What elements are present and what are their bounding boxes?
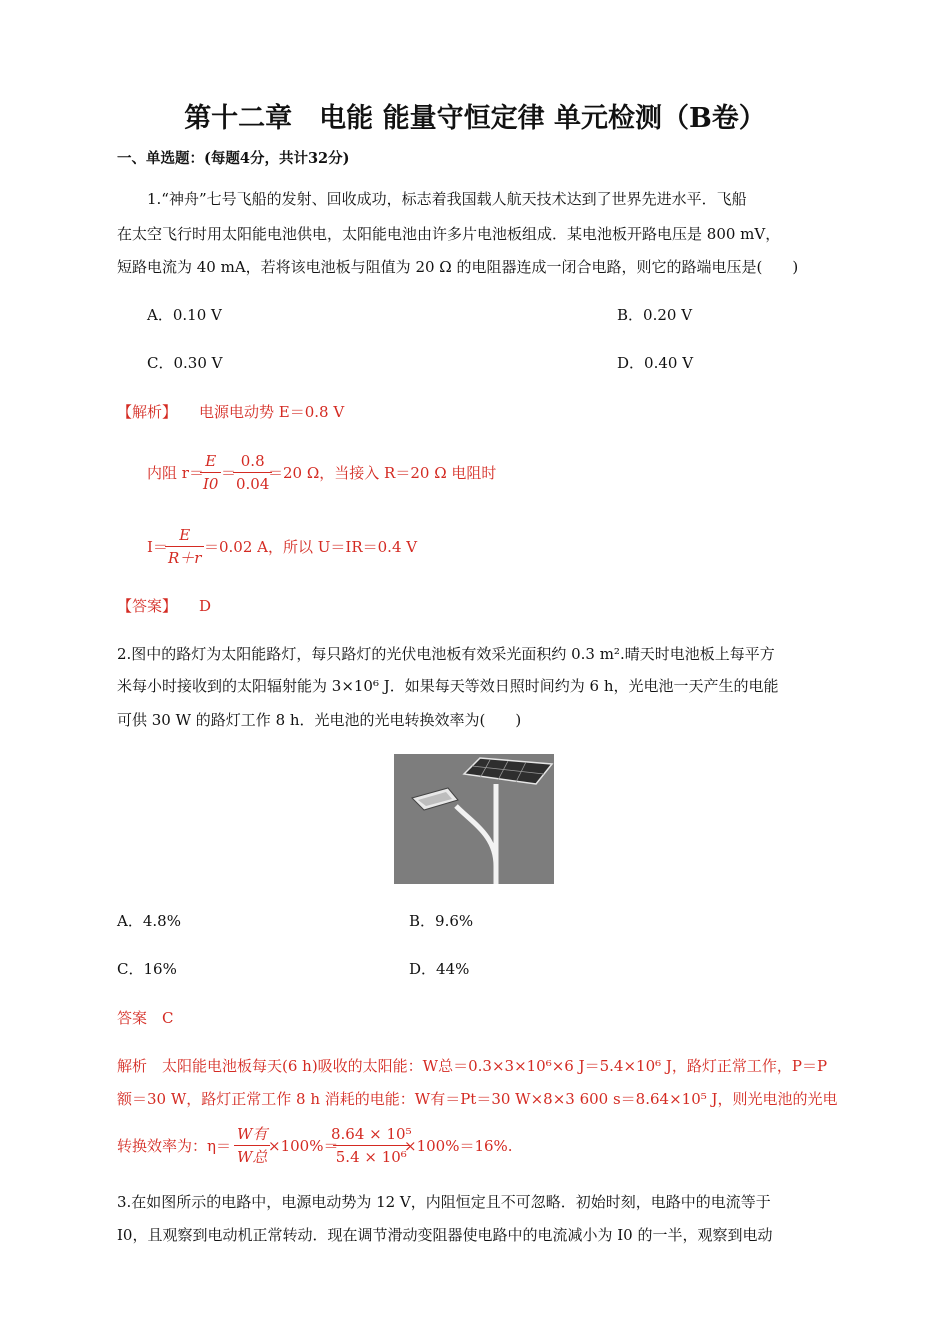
- section-heading: 一、单选题：(每题4分，共计32分): [117, 150, 350, 167]
- q1-option-a: A．0.10 V: [147, 306, 222, 324]
- q2-eff-frac2-den: 5.4 × 10⁶: [333, 1145, 410, 1168]
- q1-equals: ＝: [221, 464, 237, 482]
- q3-line-1: 3.在如图所示的电路中，电源电动势为 12 V，内阻恒定且不可忽略．初始时刻，电路中的电流等于: [117, 1193, 771, 1211]
- q2-analysis-line-2: 额＝30 W，路灯正常工作 8 h 消耗的电能：W有＝Pt＝30 W×8×3 600 s＝8.64×10⁵ J，则光电池的光电: [117, 1090, 838, 1108]
- q1-r-fraction-1: [200, 450, 221, 495]
- q2-analysis-line-1: 解析 太阳能电池板每天(6 h)吸收的太阳能：W总＝0.3×3×10⁶×6 J＝5.4×10⁶ J，路灯正常工作，P＝P: [117, 1057, 828, 1075]
- q1-line-2: 在太空飞行时用太阳能电池供电，太阳能电池由许多片电池板组成．某电池板开路电压是 800 mV，: [117, 225, 781, 243]
- solar-street-lamp-photo: [394, 754, 554, 884]
- q1-answer: D: [199, 597, 212, 615]
- q1-r-frac1-num: E: [205, 452, 217, 470]
- q1-option-d: D．0.40 V: [617, 354, 694, 372]
- q1-option-b: B．0.20 V: [617, 306, 693, 324]
- q2-efficiency-mid: ×100%＝: [268, 1137, 339, 1155]
- q2-option-a: A．4.8%: [117, 912, 181, 930]
- q2-line-3: 可供 30 W 的路灯工作 8 h．光电池的光电转换效率为( ): [117, 711, 522, 729]
- q1-analysis-text: 电源电动势 E＝0.8 V: [199, 403, 345, 421]
- q2-option-c: C．16%: [117, 960, 177, 978]
- q1-r-frac1-den: I0: [200, 472, 221, 495]
- q2-answer: 答案 C: [117, 1009, 174, 1027]
- q1-line-1: 1.“神舟”七号飞船的发射、回收成功，标志着我国载人航天技术达到了世界先进水平．飞船: [147, 190, 747, 208]
- q1-r-frac2-den: 0.04: [233, 472, 272, 495]
- q1-r-prefix: 内阻 r＝: [147, 464, 204, 482]
- q2-eff-frac1-den: W总: [234, 1145, 270, 1168]
- q1-answer-label: 【答案】: [117, 597, 178, 615]
- q1-i-frac-den: R＋r: [165, 546, 204, 569]
- q2-line-2: 米每小时接收到的太阳辐射能为 3×10⁶ J．如果每天等效日照时间约为 6 h，光电池一天产生的电能: [117, 677, 779, 695]
- q1-r-frac2-num: 0.8: [240, 452, 265, 470]
- q1-i-suffix: ＝0.02 A，所以 U＝IR＝0.4 V: [204, 538, 418, 556]
- q1-r-fraction-2: [233, 450, 272, 495]
- q1-i-frac-num: E: [179, 526, 191, 544]
- q1-r-suffix: ＝20 Ω，当接入 R＝20 Ω 电阻时: [268, 464, 497, 482]
- q2-option-d: D．44%: [409, 960, 470, 978]
- q2-eff-frac2-num: 8.64 × 10⁵: [331, 1125, 412, 1143]
- q2-efficiency-fraction-1: [234, 1123, 270, 1168]
- q2-efficiency-suffix: ×100%＝16%.: [404, 1137, 513, 1155]
- q2-option-b: B．9.6%: [409, 912, 474, 930]
- q2-line-1: 2.图中的路灯为太阳能路灯，每只路灯的光伏电池板有效采光面积约 0.3 m².晴天时电池板上每平方: [117, 645, 775, 663]
- q2-efficiency-fraction-2: [328, 1123, 415, 1168]
- q3-line-2: I0，且观察到电动机正常转动．现在调节滑动变阻器使电路中的电流减小为 I0 的一半，观察到电动: [117, 1226, 773, 1244]
- q1-analysis-label: 【解析】: [117, 403, 178, 421]
- q1-line-3: 短路电流为 40 mA，若将该电池板与阻值为 20 Ω 的电阻器连成一闭合电路，则它的路端电压是( ): [117, 258, 799, 276]
- q2-eff-frac1-num: W有: [237, 1125, 268, 1143]
- q2-efficiency-prefix: 转换效率为：η＝: [117, 1137, 231, 1155]
- q1-i-fraction: [165, 524, 204, 569]
- q1-option-c: C．0.30 V: [147, 354, 223, 372]
- q1-i-prefix: I＝: [147, 538, 168, 556]
- page-title: 第十二章 电能 能量守恒定律 单元检测（B卷）: [184, 103, 766, 134]
